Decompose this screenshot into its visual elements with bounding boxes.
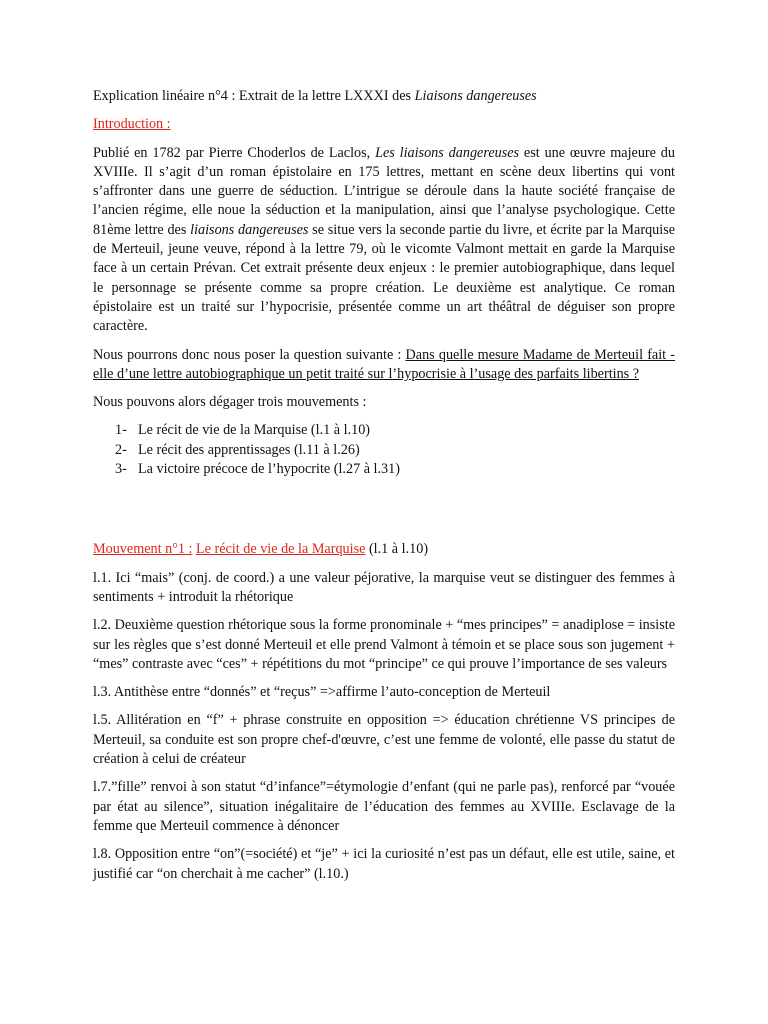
document-title: Explication linéaire n°4 : Extrait de la lettre LXXXI des Liaisons dangereuses (93, 88, 537, 104)
analysis-line: l.3. Antithèse entre “donnés” et “reçus” =>affirme l’auto-conception de Merteuil (93, 684, 551, 701)
list-item: 1- Le récit de vie de la Marquise (l.1 à l.10) (115, 422, 371, 439)
intro-heading: Introduction : (93, 116, 171, 133)
list-item: 3- La victoire précoce de l’hypocrite (l.27 à l.31) (115, 461, 400, 478)
analysis-line: l.8. Opposition entre “on”(=société) et “je” + ici la curiosité n’est pas un défaut, elle est utile, saine, et justifié car “on cherchait à me cacher” (l.10.) (93, 846, 675, 882)
movements-intro: Nous pouvons alors dégager trois mouvements : (93, 394, 367, 411)
analysis-line: l.7.”fille” renvoi à son statut “d’infance”=étymologie d’enfant (qui ne parle pas), renforcé par “vouée par état au silence”, situation inégalitaire de l’éducation des femmes au XVIIIe. Esclavage de la femme que Merteuil commence à dénoncer (93, 779, 675, 834)
problematique-paragraph: Nous pourrons donc nous poser la question suivante : Dans quelle mesure Madame de Merteuil fait - elle d’une lettre autobiographique un petit traité sur l’hypocrisie à l’usage des parfaits libertins ? (93, 346, 675, 382)
mouvement1-heading: Mouvement n°1 : Le récit de vie de la Marquise (l.1 à l.10) (93, 541, 429, 558)
movements-list (93, 421, 675, 479)
analysis-line: l.2. Deuxième question rhétorique sous la forme pronominale + “mes principes” = anadiplose = insiste sur les règles que s’est donné Merteuil et elle prend Valmont à témoin et se place sous son jugement + “mes” contraste avec “ces” + répétitions du mot “principe” ce qui prouve l’importance de ses valeurs (93, 617, 675, 672)
analysis-line: l.1. Ici “mais” (conj. de coord.) a une valeur péjorative, la marquise veut se distinguer des femmes à sentiments + introduit la rhétorique (93, 569, 675, 605)
intro-paragraph: Publié en 1782 par Pierre Choderlos de Laclos, Les liaisons dangereuses est une œuvre majeure du XVIIIe. Il s’agit d’un roman épistolaire en 175 lettres, mettant en scène deux libertins qui vont s’affronter dans une guerre de séduction. L’intrigue se déroule dans la haute société française de l’ancien régime, elle noue la séduction et la manipulation, ainsi que l’analyse psychologique. Cette 81ème lettre des liaisons dangereuses se situe vers la seconde partie du livre, et écrite par la Marquise de Merteuil, jeune veuve, répond à la lettre 79, où le vicomte Valmont mettait en garde la Marquise face à un certain Prévan. Cet extrait présente deux enjeux : le premier autobiographique, dans lequel le personnage se présente comme sa propre création. Le deuxième est analytique. Ce roman épistolaire est un traité sur l’hypocrisie, présentée comme un art théâtral de déguiser son propre caractère. (93, 144, 676, 335)
list-item: 2- Le récit des apprentissages (l.11 à l.26) (115, 441, 360, 458)
document-body (93, 87, 675, 893)
analysis-line: l.5. Allitération en “f” + phrase construite en opposition => éducation chrétienne VS principes de Merteuil, sa conduite est son propre chef-d'œuvre, c’est une femme de volonté, elle passe du statut de création à celui de créateur (93, 712, 675, 768)
problematique-question: Dans quelle mesure Madame de Merteuil fait - elle d’une lettre autobiographique un petit traité sur l’hypocrisie à l’usage des parfaits libertins ? (93, 346, 675, 382)
